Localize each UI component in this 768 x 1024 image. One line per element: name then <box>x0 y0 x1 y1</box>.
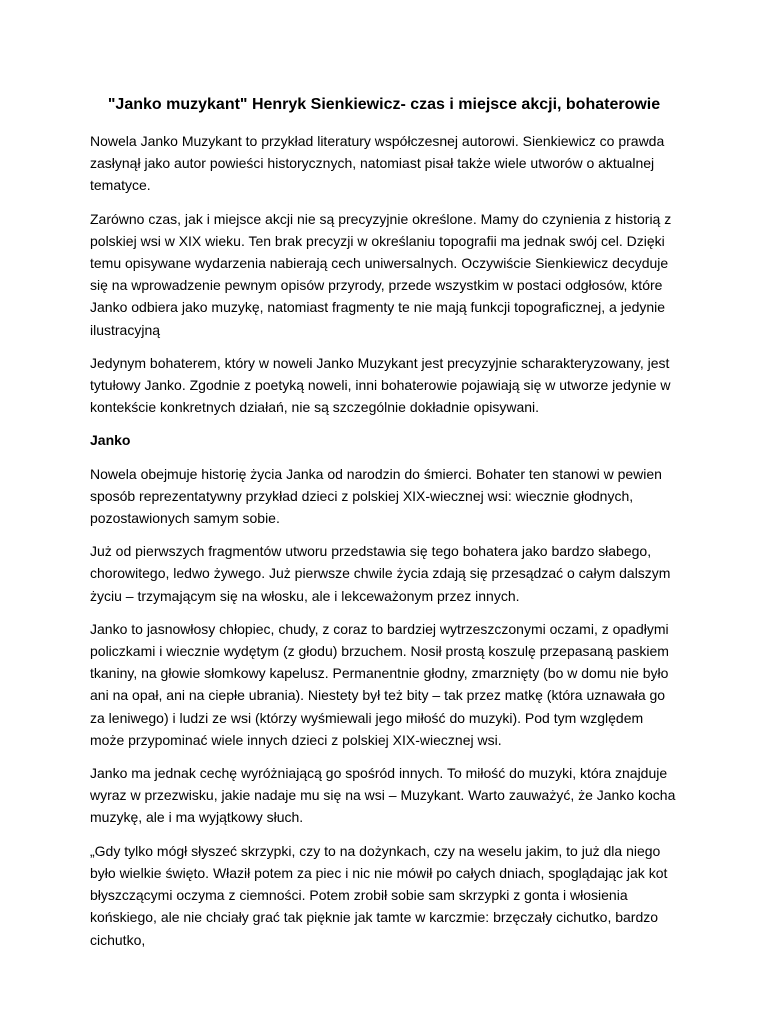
document-body <box>90 130 680 962</box>
paragraph: Zarówno czas, jak i miejsce akcji nie są precyzyjnie określone. Mamy do czynienia z historią z polskiej wsi w XIX wieku. Ten brak precyzji w określaniu topografii ma jednak swój cel. Dzięki temu opisywane wydarzenia nabierają cech uniwersalnych. Oczywiście Sienkiewicz decyduje się na wprowadzenie pewnym opisów przyrody, przede wszystkim w postaci odgłosów, które Janko odbiera jako muzykę, natomiast fragmenty te nie mają funkcji topograficznej, a jedynie ilustracyjną <box>90 210 672 338</box>
paragraph: Jedynym bohaterem, który w noweli Janko Muzykant jest precyzyjnie scharakteryzowany, jest tytułowy Janko. Zgodnie z poetyką noweli, inni bohaterowie pojawiają się w utworze jedynie w kontekście konkretnych działań, nie są szczególnie dokładnie opisywani. <box>90 354 671 416</box>
paragraph: Nowela Janko Muzykant to przykład literatury współczesnej autorowi. Sienkiewicz co prawda zasłynął jako autor powieści historycznych, natomiast pisał także wiele utworów o aktualnej tematyce. <box>90 133 665 194</box>
paragraph: Janko ma jednak cechę wyróżniającą go spośród innych. To miłość do muzyki, która znajduje wyraz w przezwisku, jakie nadaje mu się na wsi – Muzykant. Warto zauważyć, że Janko kocha muzykę, ale i ma wyjątkowy słuch. <box>90 765 676 826</box>
paragraph: „Gdy tylko mógł słyszeć skrzypki, czy to na dożynkach, czy na weselu jakim, to już dla niego było wielkie święto. Właził potem za piec i nic nie mówił po całych dniach, spoglądając jak kot błyszczącymi oczyma z ciemności. Potem zrobił sobie sam skrzypki z gonta i włosienia końskiego, ale nie chciały grać tak pięknie jak tamte w karczmie: brzęczały cichutko, bardzo cichutko, <box>90 842 668 948</box>
paragraph: Nowela obejmuje historię życia Janka od narodzin do śmierci. Bohater ten stanowi w pewien sposób reprezentatywny przykład dzieci z polskiej XIX-wiecznej wsi: wiecznie głodnych, pozostawionych samym sobie. <box>90 465 662 527</box>
document-title: "Janko muzykant" Henryk Sienkiewicz- czas i miejsce akcji, bohaterowie <box>107 96 661 113</box>
paragraph: Już od pierwszych fragmentów utworu przedstawia się tego bohatera jako bardzo słabego, chorowitego, ledwo żywego. Już pierwsze chwile życia zdają się przesądzać o całym dalszym życiu – trzymającym się na włosku, ale i lekceważonym przez innych. <box>90 543 671 604</box>
paragraph: Janko to jasnowłosy chłopiec, chudy, z coraz to bardziej wytrzeszczonymi oczami, z opadłymi policzkami i wiecznie wydętym (z głodu) brzuchem. Nosił prostą koszulę przepasaną paskiem tkaniny, na głowie słomkowy kapelusz. Permanentnie głodny, zmarznięty (bo w domu nie było ani na opał, ani na ciepłe ubrania). Niestety był też bity – tak przez matkę (która uznawała go za leniwego) i ludzi ze wsi (którzy wyśmiewali jego miłość do muzyki). Pod tym względem może przypominać wiele innych dzieci z polskiej XIX-wiecznej wsi. <box>90 620 669 748</box>
section-heading: Janko <box>90 432 131 449</box>
